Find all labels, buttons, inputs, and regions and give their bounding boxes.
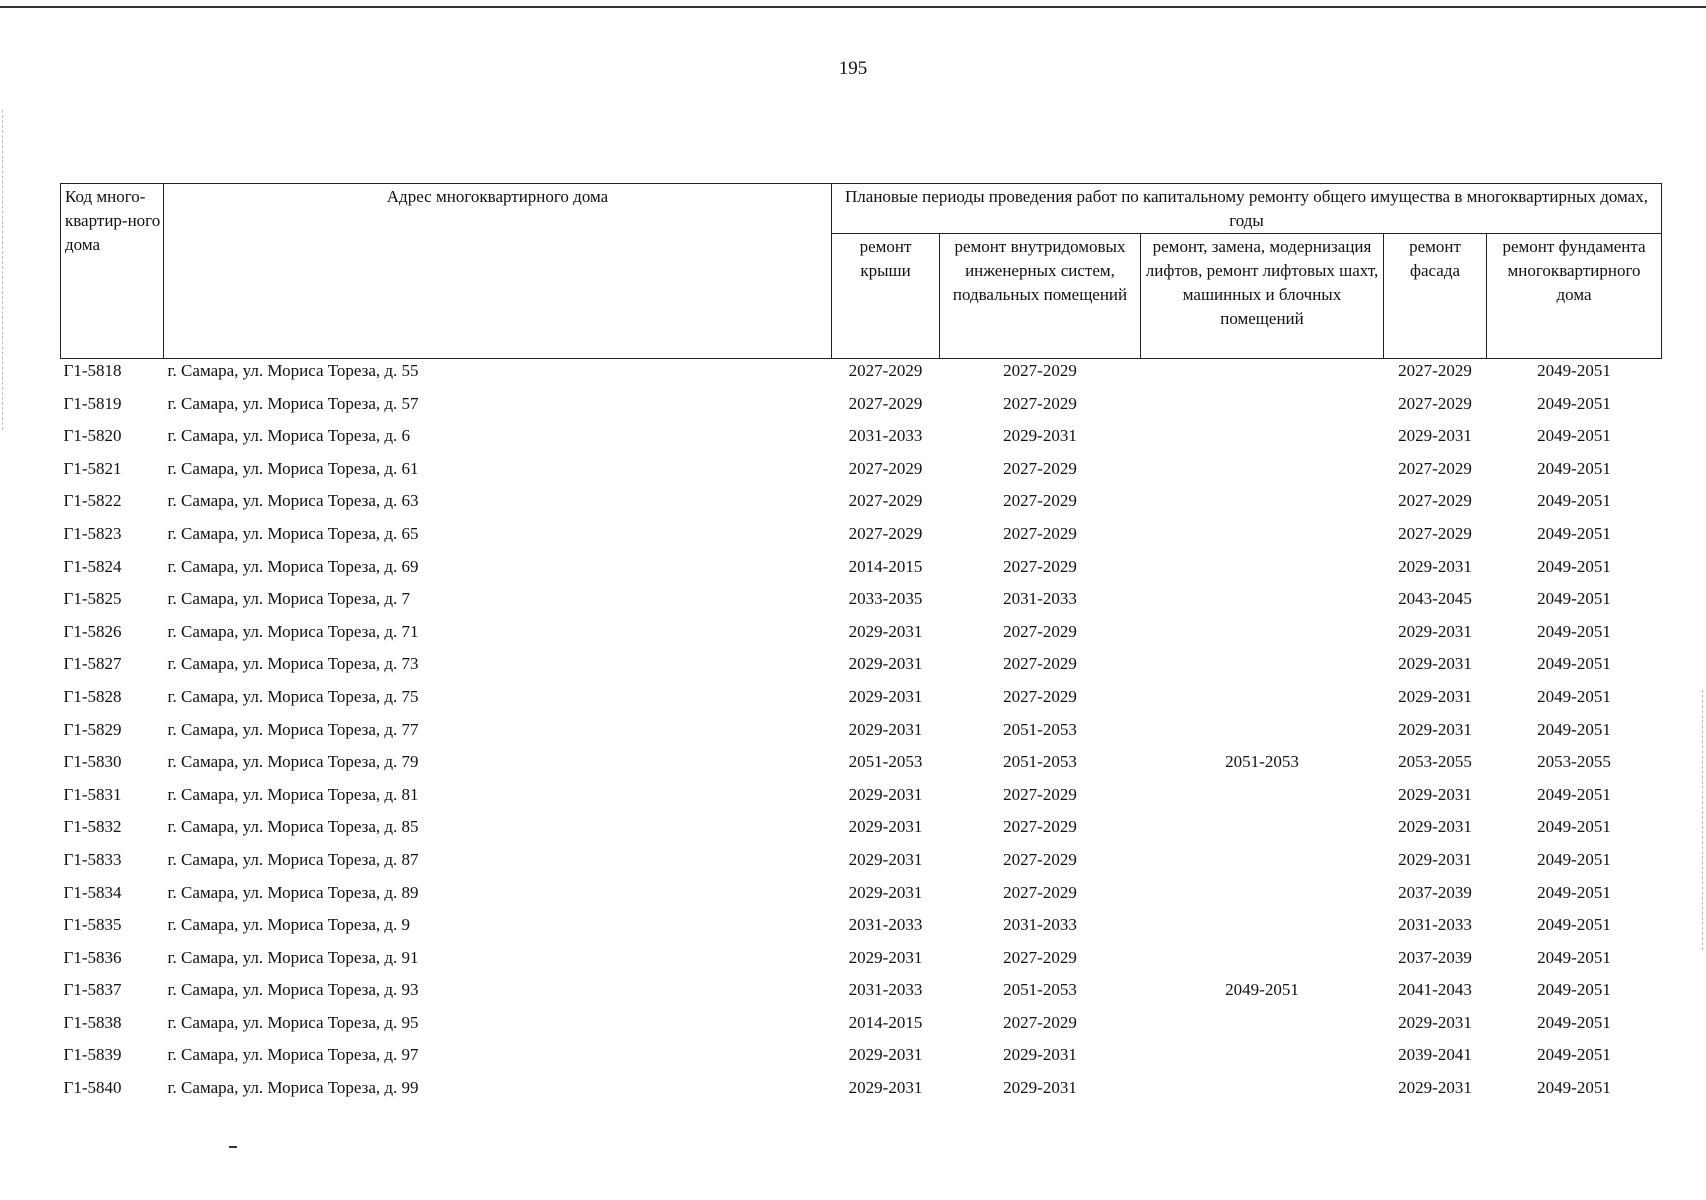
cell-roof: 2031-2033 <box>848 426 923 446</box>
cell-facade: 2029-2031 <box>1398 817 1472 837</box>
cell-facade: 2029-2031 <box>1398 621 1472 641</box>
cell-address: г. Самара, ул. Мориса Тореза, д. 65 <box>167 523 419 543</box>
cell-lifts <box>1141 815 1384 848</box>
cell-engineering: 2027-2029 <box>1003 556 1077 576</box>
cell-roof: 2027-2029 <box>848 523 923 543</box>
top-rule <box>0 6 1706 8</box>
table-row <box>61 522 1662 555</box>
cell-foundation: 2049-2051 <box>1537 393 1611 413</box>
cell-roof: 2014-2015 <box>848 556 923 576</box>
cell-code: Г1-5833 <box>63 849 122 869</box>
cell-lifts <box>1141 587 1384 620</box>
cell-address: г. Самара, ул. Мориса Тореза, д. 91 <box>167 947 419 967</box>
cell-roof: 2029-2031 <box>848 1045 923 1065</box>
cell-roof: 2027-2029 <box>848 491 923 511</box>
cell-foundation: 2049-2051 <box>1537 980 1611 1000</box>
cell-address: г. Самара, ул. Мориса Тореза, д. 95 <box>167 1012 419 1032</box>
cell-facade: 2027-2029 <box>1398 491 1472 511</box>
cell-lifts <box>1141 783 1384 816</box>
cell-code: Г1-5831 <box>63 784 122 804</box>
cell-foundation: 2049-2051 <box>1537 556 1611 576</box>
cell-engineering: 2027-2029 <box>1003 523 1077 543</box>
cell-foundation: 2049-2051 <box>1537 523 1611 543</box>
table-body <box>61 359 1662 1109</box>
cell-engineering: 2027-2029 <box>1003 458 1077 478</box>
header-roof: ремонт крыши <box>832 234 940 359</box>
cell-address: г. Самара, ул. Мориса Тореза, д. 79 <box>167 752 419 772</box>
cell-lifts <box>1141 489 1384 522</box>
cell-address: г. Самара, ул. Мориса Тореза, д. 75 <box>167 686 419 706</box>
cell-code: Г1-5824 <box>63 556 122 576</box>
cell-roof: 2027-2029 <box>848 458 923 478</box>
cell-address: г. Самара, ул. Мориса Тореза, д. 61 <box>167 458 419 478</box>
cell-roof: 2031-2033 <box>848 980 923 1000</box>
table-row <box>61 913 1662 946</box>
cell-address: г. Самара, ул. Мориса Тореза, д. 63 <box>167 491 419 511</box>
cell-address: г. Самара, ул. Мориса Тореза, д. 7 <box>167 589 411 609</box>
cell-roof: 2027-2029 <box>848 393 923 413</box>
cell-foundation: 2049-2051 <box>1537 849 1611 869</box>
cell-facade: 2027-2029 <box>1398 393 1472 413</box>
cell-code: Г1-5823 <box>63 523 122 543</box>
cell-engineering: 2051-2053 <box>1003 752 1077 772</box>
cell-roof: 2029-2031 <box>848 1078 923 1098</box>
cell-address: г. Самара, ул. Мориса Тореза, д. 71 <box>167 621 419 641</box>
cell-facade: 2037-2039 <box>1398 882 1472 902</box>
cell-engineering: 2027-2029 <box>1003 491 1077 511</box>
table-row <box>61 946 1662 979</box>
cell-code: Г1-5829 <box>63 719 122 739</box>
capital-repair-table <box>60 183 1662 1109</box>
cell-foundation: 2049-2051 <box>1537 621 1611 641</box>
cell-code: Г1-5819 <box>63 393 122 413</box>
cell-foundation: 2049-2051 <box>1537 1012 1611 1032</box>
cell-lifts: 2049-2051 <box>1225 980 1299 1000</box>
cell-code: Г1-5837 <box>63 980 122 1000</box>
cell-lifts <box>1141 555 1384 588</box>
cell-roof: 2031-2033 <box>848 915 923 935</box>
cell-code: Г1-5821 <box>63 458 122 478</box>
cell-lifts <box>1141 392 1384 425</box>
table-row <box>61 685 1662 718</box>
table-row <box>61 718 1662 751</box>
table-row <box>61 652 1662 685</box>
cell-engineering: 2029-2031 <box>1003 426 1077 446</box>
cell-lifts <box>1141 685 1384 718</box>
cell-address: г. Самара, ул. Мориса Тореза, д. 6 <box>167 426 411 446</box>
cell-code: Г1-5836 <box>63 947 122 967</box>
cell-foundation: 2049-2051 <box>1537 361 1611 380</box>
cell-facade: 2027-2029 <box>1398 523 1472 543</box>
header-code: Код много-квартир-ного дома <box>61 184 164 359</box>
header-address: Адрес многоквартирного дома <box>164 184 832 359</box>
cell-code: Г1-5838 <box>63 1012 122 1032</box>
cell-facade: 2037-2039 <box>1398 947 1472 967</box>
footer-mark <box>229 1146 237 1148</box>
table-row <box>61 1043 1662 1076</box>
cell-foundation: 2049-2051 <box>1537 784 1611 804</box>
cell-engineering: 2027-2029 <box>1003 621 1077 641</box>
cell-roof: 2029-2031 <box>848 817 923 837</box>
header-lifts: ремонт, замена, модернизация лифтов, ремонт лифтовых шахт, машинных и блочных помещений <box>1141 234 1384 359</box>
cell-roof: 2027-2029 <box>848 361 923 380</box>
cell-foundation: 2049-2051 <box>1537 719 1611 739</box>
cell-roof: 2029-2031 <box>848 849 923 869</box>
cell-code: Г1-5830 <box>63 752 122 772</box>
cell-roof: 2029-2031 <box>848 784 923 804</box>
cell-address: г. Самара, ул. Мориса Тореза, д. 57 <box>167 393 419 413</box>
table-row <box>61 457 1662 490</box>
cell-lifts <box>1141 1011 1384 1044</box>
cell-code: Г1-5826 <box>63 621 122 641</box>
cell-lifts <box>1141 424 1384 457</box>
cell-lifts <box>1141 881 1384 914</box>
cell-roof: 2029-2031 <box>848 686 923 706</box>
cell-facade: 2029-2031 <box>1398 784 1472 804</box>
cell-address: г. Самара, ул. Мориса Тореза, д. 85 <box>167 817 419 837</box>
cell-address: г. Самара, ул. Мориса Тореза, д. 97 <box>167 1045 419 1065</box>
table-row <box>61 587 1662 620</box>
cell-roof: 2014-2015 <box>848 1012 923 1032</box>
cell-lifts: 2051-2053 <box>1225 752 1299 772</box>
cell-foundation: 2049-2051 <box>1537 882 1611 902</box>
table-row <box>61 359 1662 392</box>
cell-foundation: 2049-2051 <box>1537 458 1611 478</box>
cell-foundation: 2049-2051 <box>1537 947 1611 967</box>
cell-facade: 2039-2041 <box>1398 1045 1472 1065</box>
cell-engineering: 2027-2029 <box>1003 1012 1077 1032</box>
cell-code: Г1-5820 <box>63 426 122 446</box>
cell-address: г. Самара, ул. Мориса Тореза, д. 93 <box>167 980 419 1000</box>
table-header <box>61 184 1662 359</box>
cell-address: г. Самара, ул. Мориса Тореза, д. 73 <box>167 654 419 674</box>
cell-engineering: 2027-2029 <box>1003 947 1077 967</box>
cell-facade: 2027-2029 <box>1398 458 1472 478</box>
cell-code: Г1-5832 <box>63 817 122 837</box>
cell-roof: 2029-2031 <box>848 882 923 902</box>
cell-lifts <box>1141 1043 1384 1076</box>
cell-engineering: 2027-2029 <box>1003 361 1077 380</box>
cell-engineering: 2027-2029 <box>1003 849 1077 869</box>
table-row <box>61 978 1662 1011</box>
cell-engineering: 2027-2029 <box>1003 686 1077 706</box>
cell-foundation: 2053-2055 <box>1537 752 1611 772</box>
cell-facade: 2029-2031 <box>1398 654 1472 674</box>
cell-lifts <box>1141 718 1384 751</box>
cell-facade: 2029-2031 <box>1398 1012 1472 1032</box>
left-margin-marks <box>2 110 3 430</box>
right-margin-marks <box>1702 690 1703 950</box>
table-row <box>61 620 1662 653</box>
table-row <box>61 750 1662 783</box>
cell-code: Г1-5828 <box>63 686 122 706</box>
cell-facade: 2029-2031 <box>1398 1078 1472 1098</box>
page-number: 195 <box>838 58 868 79</box>
table-row <box>61 424 1662 457</box>
cell-engineering: 2031-2033 <box>1003 915 1077 935</box>
cell-code: Г1-5822 <box>63 491 122 511</box>
cell-lifts <box>1141 652 1384 685</box>
cell-address: г. Самара, ул. Мориса Тореза, д. 87 <box>167 849 419 869</box>
cell-facade: 2029-2031 <box>1398 426 1472 446</box>
cell-engineering: 2029-2031 <box>1003 1045 1077 1065</box>
cell-roof: 2029-2031 <box>848 621 923 641</box>
cell-lifts <box>1141 457 1384 490</box>
cell-lifts <box>1141 359 1384 392</box>
table-row <box>61 1076 1662 1109</box>
cell-foundation: 2049-2051 <box>1537 915 1611 935</box>
cell-foundation: 2049-2051 <box>1537 426 1611 446</box>
cell-lifts <box>1141 1076 1384 1109</box>
cell-engineering: 2027-2029 <box>1003 784 1077 804</box>
cell-facade: 2029-2031 <box>1398 556 1472 576</box>
cell-lifts <box>1141 848 1384 881</box>
cell-address: г. Самара, ул. Мориса Тореза, д. 77 <box>167 719 419 739</box>
cell-facade: 2029-2031 <box>1398 719 1472 739</box>
cell-address: г. Самара, ул. Мориса Тореза, д. 9 <box>167 915 411 935</box>
cell-code: Г1-5835 <box>63 915 122 935</box>
cell-address: г. Самара, ул. Мориса Тореза, д. 81 <box>167 784 419 804</box>
cell-facade: 2029-2031 <box>1398 849 1472 869</box>
cell-code: Г1-5818 <box>63 361 122 380</box>
table-row <box>61 489 1662 522</box>
cell-foundation: 2049-2051 <box>1537 1078 1611 1098</box>
cell-code: Г1-5827 <box>63 654 122 674</box>
table-row <box>61 783 1662 816</box>
header-engineering: ремонт внутридомовых инженерных систем, подвальных помещений <box>940 234 1141 359</box>
cell-address: г. Самара, ул. Мориса Тореза, д. 99 <box>167 1078 419 1098</box>
cell-facade: 2029-2031 <box>1398 686 1472 706</box>
cell-facade: 2027-2029 <box>1398 361 1472 380</box>
cell-foundation: 2049-2051 <box>1537 491 1611 511</box>
table-row <box>61 1011 1662 1044</box>
cell-engineering: 2027-2029 <box>1003 882 1077 902</box>
cell-engineering: 2051-2053 <box>1003 980 1077 1000</box>
cell-lifts <box>1141 946 1384 979</box>
cell-lifts <box>1141 913 1384 946</box>
cell-engineering: 2027-2029 <box>1003 654 1077 674</box>
cell-lifts <box>1141 522 1384 555</box>
cell-foundation: 2049-2051 <box>1537 654 1611 674</box>
table-row <box>61 555 1662 588</box>
cell-roof: 2029-2031 <box>848 654 923 674</box>
cell-foundation: 2049-2051 <box>1537 1045 1611 1065</box>
cell-facade: 2043-2045 <box>1398 589 1472 609</box>
cell-facade: 2053-2055 <box>1398 752 1472 772</box>
table-row <box>61 848 1662 881</box>
cell-facade: 2031-2033 <box>1398 915 1472 935</box>
cell-code: Г1-5825 <box>63 589 122 609</box>
cell-code: Г1-5839 <box>63 1045 122 1065</box>
cell-roof: 2029-2031 <box>848 719 923 739</box>
cell-code: Г1-5840 <box>63 1078 122 1098</box>
cell-roof: 2051-2053 <box>848 752 923 772</box>
cell-facade: 2041-2043 <box>1398 980 1472 1000</box>
cell-foundation: 2049-2051 <box>1537 817 1611 837</box>
header-planned-periods: Плановые периоды проведения работ по капитальному ремонту общего имущества в многоквартирных домах, годы <box>832 184 1662 234</box>
cell-foundation: 2049-2051 <box>1537 589 1611 609</box>
cell-engineering: 2029-2031 <box>1003 1078 1077 1098</box>
cell-engineering: 2027-2029 <box>1003 817 1077 837</box>
cell-code: Г1-5834 <box>63 882 122 902</box>
cell-address: г. Самара, ул. Мориса Тореза, д. 55 <box>167 361 419 380</box>
cell-address: г. Самара, ул. Мориса Тореза, д. 89 <box>167 882 419 902</box>
cell-engineering: 2051-2053 <box>1003 719 1077 739</box>
table-row <box>61 392 1662 425</box>
header-facade: ремонт фасада <box>1384 234 1487 359</box>
table-row <box>61 815 1662 848</box>
cell-engineering: 2031-2033 <box>1003 589 1077 609</box>
cell-address: г. Самара, ул. Мориса Тореза, д. 69 <box>167 556 419 576</box>
cell-engineering: 2027-2029 <box>1003 393 1077 413</box>
cell-roof: 2033-2035 <box>848 589 923 609</box>
cell-roof: 2029-2031 <box>848 947 923 967</box>
table-row <box>61 881 1662 914</box>
cell-lifts <box>1141 620 1384 653</box>
header-foundation: ремонт фундамента многоквартирного дома <box>1487 234 1662 359</box>
cell-foundation: 2049-2051 <box>1537 686 1611 706</box>
